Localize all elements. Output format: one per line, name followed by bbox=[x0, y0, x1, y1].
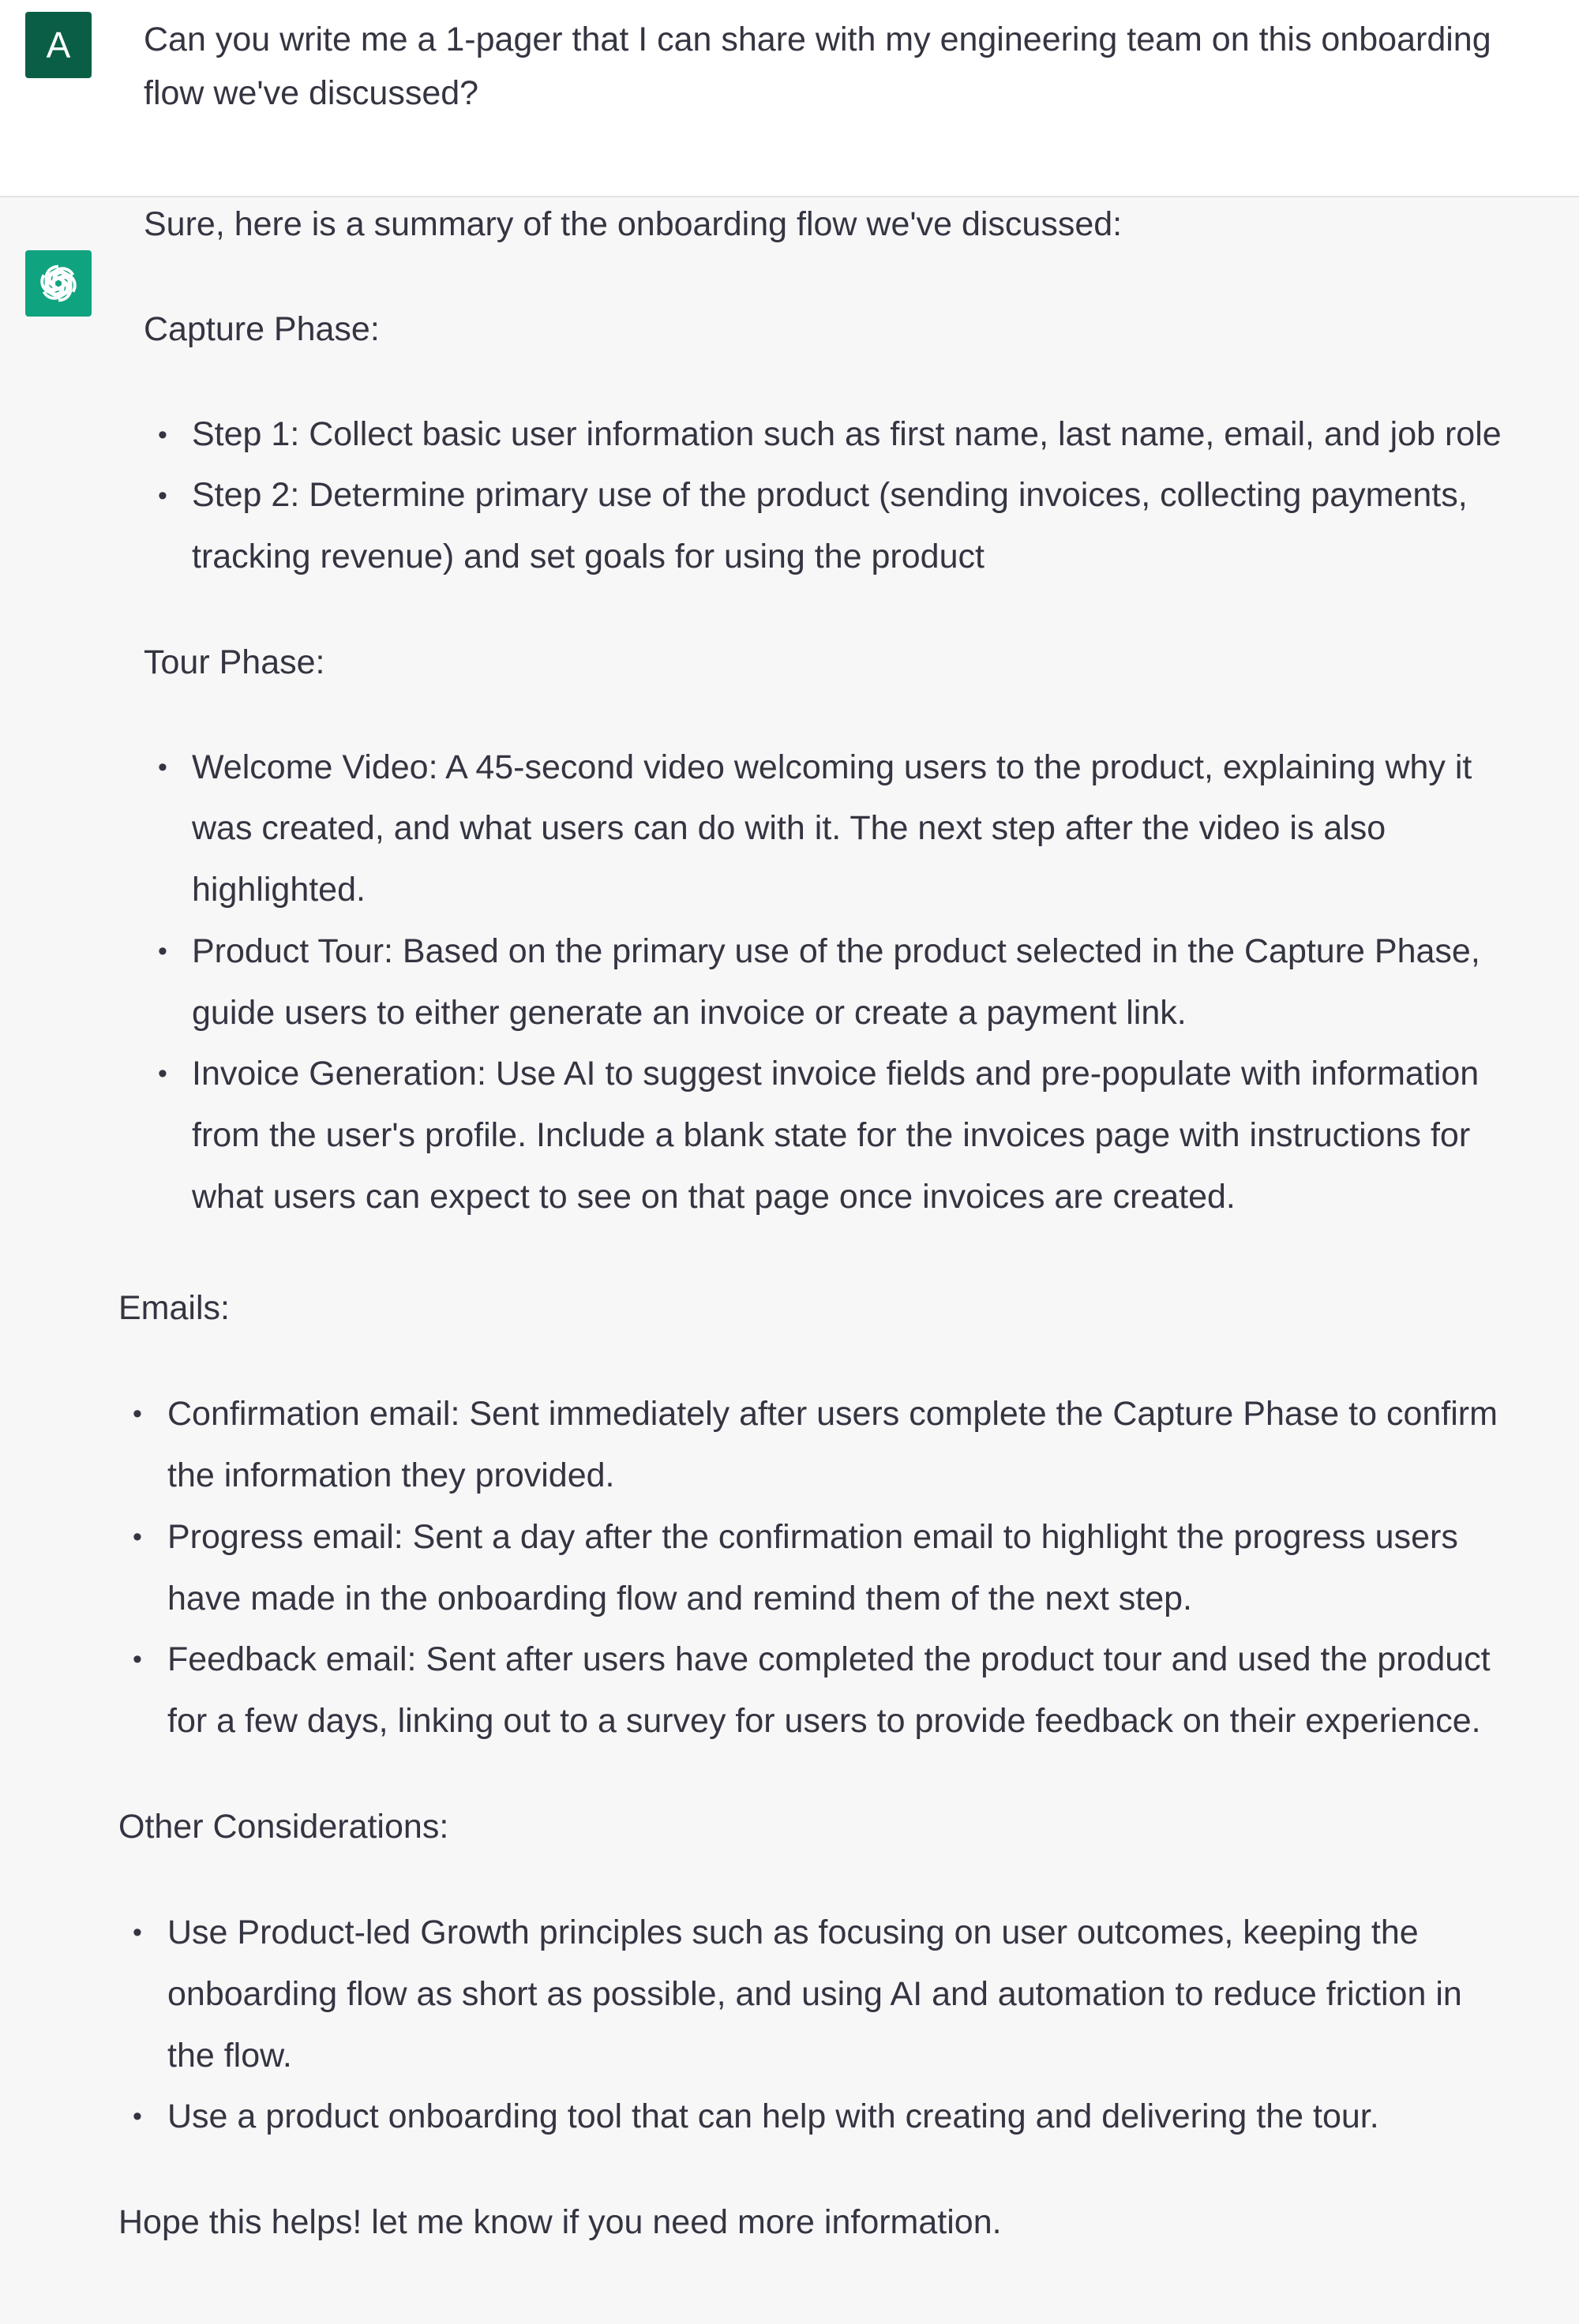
capture-item-2-cont: tracking revenue) and set goals for using the product bbox=[192, 538, 985, 575]
other-item-1-cont: onboarding flow as short as possible, and using AI and automation to reduce friction in bbox=[167, 1975, 1462, 2013]
other-item-2: Use a product onboarding tool that can help with creating and delivering the tour. bbox=[167, 2097, 1379, 2135]
bullet-icon: • bbox=[133, 1522, 142, 1552]
openai-logo-icon bbox=[34, 259, 83, 308]
assistant-message bbox=[0, 197, 1579, 2324]
bullet-icon: • bbox=[158, 420, 167, 450]
tour-item-1-cont: highlighted. bbox=[192, 871, 366, 909]
bullet-icon: • bbox=[158, 481, 167, 511]
tour-item-3-cont: what users can expect to see on that page once invoices are created. bbox=[192, 1178, 1236, 1216]
email-item-3: Feedback email: Sent after users have completed the product tour and used the product bbox=[167, 1640, 1491, 1678]
bullet-icon: • bbox=[133, 2101, 142, 2131]
other-item-1: Use Product-led Growth principles such as focusing on user outcomes, keeping the bbox=[167, 1914, 1419, 1951]
assistant-closing: Hope this helps! let me know if you need more information. bbox=[118, 2203, 1002, 2241]
email-item-1-cont: the information they provided. bbox=[167, 1456, 615, 1494]
bullet-icon: • bbox=[158, 936, 167, 966]
tour-item-1-cont: was created, and what users can do with it. The next step after the video is also bbox=[192, 809, 1386, 847]
bullet-icon: • bbox=[133, 1399, 142, 1429]
other-item-1-cont: the flow. bbox=[167, 2037, 292, 2075]
assistant-avatar bbox=[25, 250, 92, 317]
user-avatar bbox=[25, 12, 92, 78]
tour-phase-heading: Tour Phase: bbox=[144, 643, 325, 681]
tour-item-1: Welcome Video: A 45-second video welcoming users to the product, explaining why it bbox=[192, 748, 1472, 786]
assistant-intro: Sure, here is a summary of the onboarding flow we've discussed: bbox=[144, 205, 1123, 243]
tour-item-2-cont: guide users to either generate an invoice or create a payment link. bbox=[192, 994, 1187, 1032]
tour-item-3: Invoice Generation: Use AI to suggest invoice fields and pre-populate with information bbox=[192, 1055, 1480, 1093]
bullet-icon: • bbox=[133, 1917, 142, 1947]
tour-item-3-cont: from the user's profile. Include a blank state for the invoices page with instructions for bbox=[192, 1116, 1471, 1154]
emails-heading: Emails: bbox=[118, 1289, 230, 1327]
tour-item-2: Product Tour: Based on the primary use of the product selected in the Capture Phase, bbox=[192, 932, 1480, 970]
email-item-1: Confirmation email: Sent immediately after users complete the Capture Phase to confirm bbox=[167, 1395, 1498, 1433]
bullet-icon: • bbox=[158, 1059, 167, 1089]
email-item-3-cont: for a few days, linking out to a survey for users to provide feedback on their experience. bbox=[167, 1702, 1481, 1740]
capture-item-1: Step 1: Collect basic user information such as first name, last name, email, and job role bbox=[192, 415, 1502, 453]
email-item-2: Progress email: Sent a day after the confirmation email to highlight the progress users bbox=[167, 1518, 1458, 1556]
user-avatar-letter: A bbox=[46, 24, 71, 66]
email-item-2-cont: have made in the onboarding flow and remind them of the next step. bbox=[167, 1580, 1192, 1617]
bullet-icon: • bbox=[133, 1644, 142, 1674]
capture-phase-heading: Capture Phase: bbox=[144, 310, 380, 348]
user-message-text: Can you write me a 1-pager that I can share with my engineering team on this onboarding flow we've discussed? bbox=[144, 21, 1491, 112]
other-considerations-heading: Other Considerations: bbox=[118, 1808, 449, 1846]
user-message bbox=[0, 0, 1579, 197]
bullet-icon: • bbox=[158, 752, 167, 782]
capture-item-2: Step 2: Determine primary use of the product (sending invoices, collecting payments, bbox=[192, 476, 1468, 514]
